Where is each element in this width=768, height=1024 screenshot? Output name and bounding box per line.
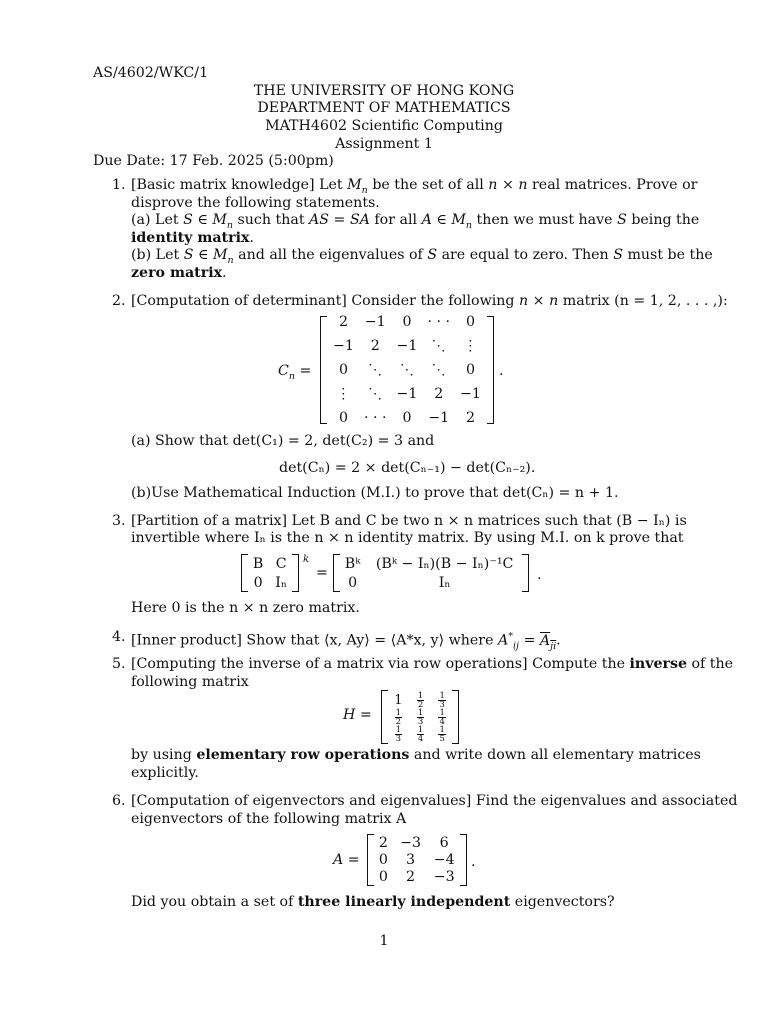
q5-hilbert-matrix [381,690,459,744]
due-date: Due Date: 17 Feb. 2025 (5:00pm) [93,153,334,169]
matrix-cell: 0 [378,868,388,885]
matrix-cell: ⋱ [368,386,383,402]
matrix-cell: 2 [338,314,348,330]
q3-period: . [537,567,542,583]
fraction: $\frac{1}{2}$ [395,708,402,727]
q2-line1: [Computation of determinant] Consider the following n × n matrix (n = 1, 2, . . . ,): [131,293,728,309]
matrix-cell: 1 [394,693,403,708]
assignment-title: Assignment 1 [335,136,433,152]
q3-line1: [Partition of a matrix] Let B and C be two n × n matrices such that (B − Iₙ) is [131,513,687,529]
q6-line1: [Computation of eigenvectors and eigenvalues] Find the eigenvalues and associated [131,793,738,809]
q5-number: 5. [112,656,126,672]
q1-part-a: (a) Let S ∈ $M_n$ such that AS = SA for all A ∈ $M_n$ then we must have S being the [131,212,700,231]
matrix-cell: 2 [466,410,476,426]
matrix-cell: 2 [406,868,416,885]
matrix-cell: (Bᵏ − Iₙ)(B − Iₙ)⁻¹C [375,555,514,572]
matrix-cell: 0 [466,314,476,330]
q3-note: Here 0 is the n × n zero matrix. [131,600,360,616]
matrix-row [328,406,486,430]
q6-matrix [367,834,467,886]
matrix-cell: −3 [433,868,455,885]
q3-power-k: k [303,554,310,565]
q5-matrix-label: H = [343,707,372,723]
q3-rhs-matrix [333,554,529,592]
matrix-cell: 0 [338,362,348,378]
matrix-cell: ⋱ [399,362,415,378]
matrix-row [339,554,523,573]
q2-part-b: (b)Use Mathematical Induction (M.I.) to prove that det(Cₙ) = n + 1. [131,485,619,501]
q5-line1: [Computing the inverse of a matrix via row operations] Compute the inverse of the [131,656,734,672]
matrix-cell: 0 [378,851,388,868]
q1-number: 1. [112,177,126,193]
matrix-cell: 3 [406,851,416,868]
matrix-cell: 2 [378,834,388,851]
matrix-cell: Iₙ [275,574,288,591]
matrix-cell: −1 [396,386,418,402]
q3-line2: invertible where Iₙ is the n × n identity matrix. By using M.I. on k prove that [131,530,684,546]
matrix-cell: Iₙ [438,574,451,591]
q6-line2: eigenvectors of the following matrix A [131,811,407,827]
q1-line1: [Basic matrix knowledge] Let $M_n$ be the set of all n × n real matrices. Prove or [131,177,698,196]
matrix-row [328,382,486,406]
matrix-cell: 0 [253,574,263,591]
matrix-cell: 0 [402,314,412,330]
matrix-row [328,334,486,358]
q6-number: 6. [112,793,126,809]
matrix-cell: −1 [333,338,354,354]
q1-part-a-cont: identity matrix. [131,230,254,246]
q4-number: 4. [112,629,126,645]
matrix-cell: 2 [434,386,444,402]
q2-matrix [320,316,494,424]
matrix-cell: · · · [363,410,387,426]
matrix-row [339,573,523,592]
matrix-cell: Bᵏ [344,555,361,572]
q6-period: . [471,854,476,870]
matrix-cell [410,709,432,726]
matrix-cell [410,726,432,743]
matrix-row [328,310,486,334]
fraction: $\frac{1}{4}$ [439,708,445,727]
q5-after2: explicitly. [131,765,199,781]
q4-text: [Inner product] Show that ⟨x, Ay⟩ = ⟨A*x, y⟩ where $A^*_{ij} = A_{ji}$. [131,631,561,652]
q1-part-b-cont: zero matrix. [131,265,227,281]
matrix-cell: ⋱ [368,362,383,378]
matrix-row [328,358,486,382]
fraction: $\frac{1}{3}$ [417,708,424,727]
matrix-cell: ⋮ [336,386,351,402]
matrix-row [247,573,293,592]
matrix-cell: ⋮ [463,338,478,354]
university-name: THE UNIVERSITY OF HONG KONG [253,83,515,99]
matrix-cell [431,726,453,743]
matrix-cell: B [252,555,264,572]
q2-part-a: (a) Show that det(C₁) = 2, det(C₂) = 3 and [131,433,435,449]
matrix-row [387,709,453,726]
matrix-cell: −3 [400,834,421,851]
q3-equals: = [316,565,328,581]
matrix-row [247,554,293,573]
matrix-cell: −1 [364,314,386,330]
page-number: 1 [379,933,389,949]
q3-number: 3. [112,513,126,529]
fraction: $\frac{1}{3}$ [395,725,402,744]
matrix-cell: ⋱ [431,338,446,354]
q2-recurrence: det(Cₙ) = 2 × det(Cₙ₋₁) − det(Cₙ₋₂). [279,460,536,476]
matrix-cell [431,692,453,709]
matrix-cell: ⋱ [431,362,446,378]
matrix-row [387,726,453,743]
matrix-cell: 0 [348,574,358,591]
matrix-row [373,851,461,868]
matrix-cell: −1 [460,386,481,402]
matrix-cell [387,709,410,726]
q6-question: Did you obtain a set of three linearly independent eigenvectors? [131,894,615,910]
department-name: DEPARTMENT OF MATHEMATICS [257,100,511,116]
q3-lhs-matrix [241,554,299,592]
matrix-cell [431,709,453,726]
matrix-cell [387,726,410,743]
q6-matrix-label: A = [333,852,360,868]
q1-line2: disprove the following statements. [131,195,380,211]
matrix-cell: · · · [427,314,451,330]
matrix-cell: C [275,555,287,572]
matrix-cell: 2 [370,338,380,354]
matrix-cell [410,692,432,709]
q1-part-b: (b) Let S ∈ $M_n$ and all the eigenvalues of S are equal to zero. Then S must be the [131,247,713,266]
fraction: $\frac{1}{5}$ [439,725,445,744]
q5-after: by using elementary row operations and write down all elementary matrices [131,747,701,763]
matrix-cell: −4 [433,851,455,868]
matrix-cell: 0 [338,410,348,426]
matrix-row [373,834,461,851]
q5-line2: following matrix [131,674,249,690]
matrix-cell: 6 [439,834,449,851]
q2-number: 2. [112,293,126,309]
matrix-row [387,692,453,709]
matrix-row [373,868,461,885]
fraction: $\frac{1}{4}$ [417,725,424,744]
matrix-cell: −1 [396,338,418,354]
matrix-cell: 0 [402,410,412,426]
document-code: AS/4602/WKC/1 [93,65,209,81]
fraction: $\frac{1}{2}$ [417,691,424,710]
fraction: $\frac{1}{3}$ [439,691,445,710]
matrix-cell: −1 [428,410,450,426]
q2-matrix-label: $C_n$ = [278,363,312,382]
q2-matrix-period: . [499,363,504,379]
course-title: MATH4602 Scientific Computing [265,118,503,134]
matrix-cell: 0 [466,362,476,378]
